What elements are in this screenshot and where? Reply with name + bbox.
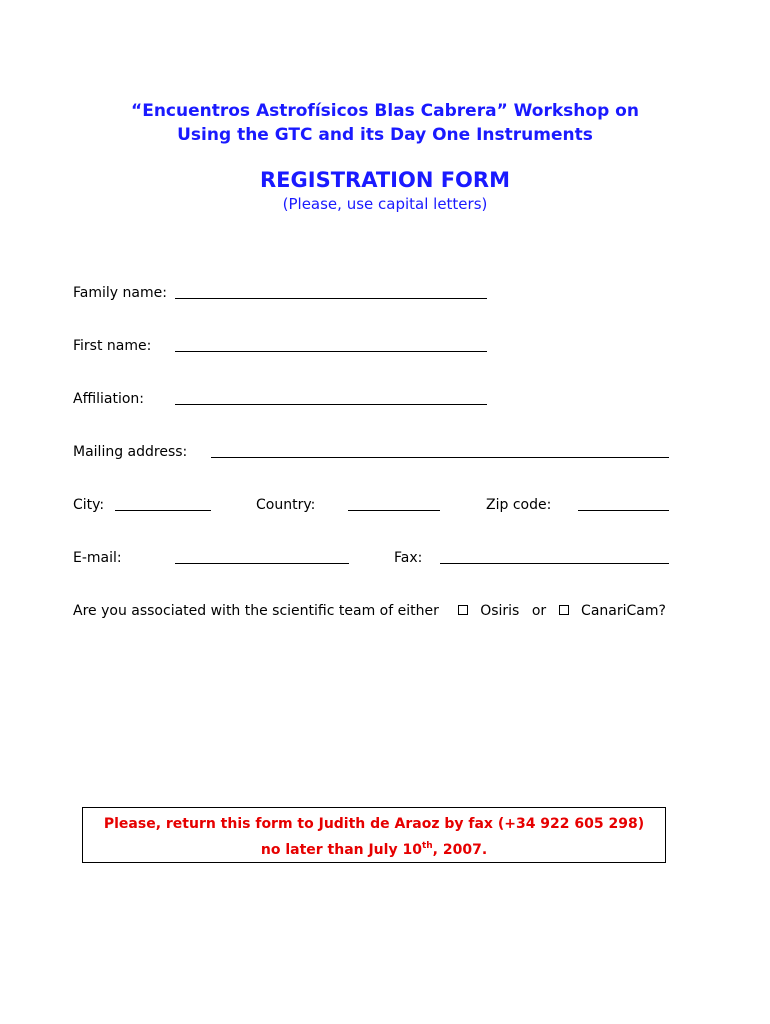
family-name-label: Family name:	[73, 285, 167, 301]
form-subtitle: (Please, use capital letters)	[282, 195, 488, 213]
deadline-year: , 2007.	[432, 842, 488, 858]
first-name-label: First name:	[73, 338, 152, 354]
mailing-address-line[interactable]	[211, 457, 669, 458]
fax-line[interactable]	[440, 563, 669, 564]
deadline-text: no later than July 10	[260, 842, 422, 858]
osiris-checkbox[interactable]	[458, 605, 468, 615]
affiliation-line[interactable]	[175, 404, 487, 405]
country-line[interactable]	[348, 510, 440, 511]
zip-code-line[interactable]	[578, 510, 669, 511]
city-line[interactable]	[115, 510, 211, 511]
first-name-line[interactable]	[175, 351, 487, 352]
return-notice-box	[82, 807, 666, 863]
affiliation-label: Affiliation:	[73, 391, 145, 407]
canaricam-label: CanariCam?	[581, 603, 666, 619]
workshop-title-line-2: Using the GTC and its Day One Instruments	[177, 125, 593, 145]
association-question	[73, 602, 666, 620]
return-notice-line-1: Please, return this form to Judith de Araoz by fax (+34 922 605 298)	[103, 816, 645, 832]
workshop-title-line-1: “Encuentros Astrofísicos Blas Cabrera” Workshop on	[131, 101, 639, 121]
form-title: REGISTRATION FORM	[260, 168, 510, 192]
country-label: Country:	[256, 497, 316, 513]
deadline-ordinal-suffix: th	[421, 841, 433, 851]
city-label: City:	[73, 497, 105, 513]
zip-code-label: Zip code:	[486, 497, 552, 513]
return-notice-line-2	[83, 842, 665, 858]
fax-label: Fax:	[394, 550, 423, 566]
osiris-label: Osiris	[480, 603, 520, 619]
family-name-line[interactable]	[175, 298, 487, 299]
association-question-text: Are you associated with the scientific team of either	[73, 603, 439, 619]
email-line[interactable]	[175, 563, 349, 564]
or-connector: or	[531, 603, 547, 619]
email-label: E-mail:	[73, 550, 122, 566]
canaricam-checkbox[interactable]	[559, 605, 569, 615]
mailing-address-label: Mailing address:	[73, 444, 188, 460]
